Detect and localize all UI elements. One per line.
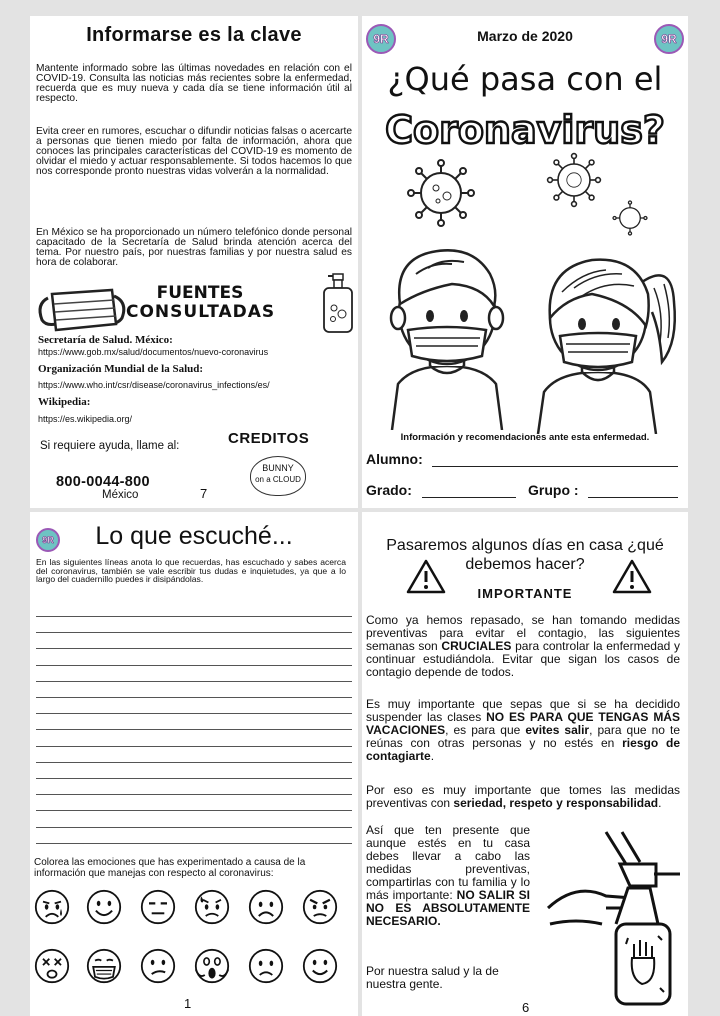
group-field[interactable] — [588, 497, 678, 498]
virus-icon — [406, 158, 476, 228]
source-oms-url[interactable]: https://www.who.int/csr/disease/coronavirus_infections/es/ — [38, 380, 270, 390]
country-label: México — [102, 489, 139, 501]
page-pasaremos-dias-en-casa — [362, 512, 688, 1016]
source-wikipedia-url[interactable]: https://es.wikipedia.org/ — [38, 414, 133, 424]
hand-using-sanitizer-illustration — [546, 828, 686, 1008]
page1-para3: En México se ha proporcionado un número telefónico donde personal capacitado de la Secretaría de Salud brinda atención acerca del tema. Por nuestro país, por nuestras familias y por nuestra salud es hora de colaborar. — [36, 227, 352, 268]
source-salud-url[interactable]: https://www.gob.mx/salud/documentos/nuevo-coronavirus — [38, 347, 269, 357]
neutral-face-icon[interactable] — [140, 889, 176, 925]
writing-line[interactable] — [36, 665, 352, 666]
page4-paragraph-4: Así que ten presente que aunque estés en tu casa debes llevar a cabo las medidas preventivas, compartirlas con tu familia y lo más importante: NO SALIR SI NO ES ABSOLUTAMENTE NECESARIO. — [366, 823, 530, 928]
cover-caption: Información y recomendaciones ante esta enfermedad. — [400, 432, 650, 443]
page-number-1: 1 — [184, 996, 192, 1011]
page-number-6: 6 — [522, 1000, 530, 1015]
bunny-on-a-cloud-logo: BUNNY on a CLOUD — [250, 456, 306, 496]
face-mask-icon — [34, 284, 130, 334]
writing-line[interactable] — [36, 746, 352, 747]
cover-title-line1: ¿Qué pasa con el — [387, 60, 663, 98]
writing-line[interactable] — [36, 794, 352, 795]
anxious-face-icon[interactable] — [194, 889, 230, 925]
page4-paragraph-3: Por eso es muy importante que tomes las medidas preventivas con seriedad, respeto y responsabilidad. — [366, 783, 680, 810]
phone-number: 800-0044-800 — [56, 474, 150, 490]
page4-paragraph-5: Por nuestra salud y la de nuestra gente. — [366, 964, 499, 991]
boy-with-mask-illustration — [372, 234, 522, 430]
page-lo-que-escuche — [30, 512, 358, 1016]
virus-icon — [612, 200, 648, 236]
writing-line[interactable] — [36, 632, 352, 633]
angry-face-icon[interactable] — [302, 889, 338, 925]
crying-face-icon[interactable] — [34, 889, 70, 925]
page1-para2: Evita creer en rumores, escuchar o difundir noticias falsas o acercarte a personas que tienen miedo por falta de información, ahora que conoces las principales características del COVID-19 es momento de olvidar el miedo y actuar responsablemente. Si todos hacemos lo que nos corresponde pronto nuestras vidas volverán a la normalidad. — [36, 126, 352, 177]
group-label: Grupo : — [528, 482, 579, 498]
page-cover — [362, 16, 688, 508]
page4-paragraph-2: Es muy importante que sepas que si se ha decidido suspender las clases NO ES PARA QUE TENGAS MÁS VACACIONES, es para que evites salir, para que no te reúnas con otras personas y no estés en riesgo de contagiarte. — [366, 697, 681, 763]
important-label: IMPORTANTE — [477, 586, 573, 601]
writing-line[interactable] — [36, 762, 352, 763]
screaming-face-icon[interactable] — [194, 948, 230, 984]
sources-heading: FUENTES CONSULTADAS — [126, 283, 276, 322]
cover-title-coronavirus: Coronavirus? — [385, 108, 665, 152]
writing-line[interactable] — [36, 681, 352, 682]
page3-title: Lo que escuché... — [95, 522, 293, 550]
credits-label: CREDITOS — [228, 430, 310, 447]
sad-face-icon[interactable] — [248, 889, 284, 925]
source-oms-name: Organización Mundial de la Salud: — [38, 363, 204, 375]
virus-icon — [546, 152, 602, 208]
smiling-face-icon[interactable] — [302, 948, 338, 984]
student-name-field[interactable] — [432, 466, 678, 467]
writing-line[interactable] — [36, 648, 352, 649]
page3-intro: En las siguientes líneas anota lo que recuerdas, has escuchado y sabes acerca del coronavirus, también se vale escribir tus dudas e inquietudes, ya que a lo largo del cuadernillo puedes ir disipándolas. — [36, 557, 346, 585]
confused-face-icon[interactable] — [140, 948, 176, 984]
girl-with-mask-illustration — [522, 242, 684, 434]
cover-date: Marzo de 2020 — [477, 28, 573, 44]
worried-face-icon[interactable] — [248, 948, 284, 984]
hand-sanitizer-icon — [320, 272, 356, 334]
dizzy-face-icon[interactable] — [34, 948, 70, 984]
source-salud-name: Secretaría de Salud. México: — [38, 334, 173, 346]
page4-paragraph-1: Como ya hemos repasado, se han tomando medidas preventivas para evitar el contagio, las siguientes semanas son CRUCIALES para controlar la enfermedad y continuar estudiándola. Evitar que sigan los casos de contagio depende de todos. — [366, 613, 680, 679]
help-text: Si requiere ayuda, llame al: — [40, 440, 180, 452]
grade-label: Grado: — [366, 482, 412, 498]
writing-line[interactable] — [36, 616, 352, 617]
page-informarse — [30, 16, 358, 508]
badge-logo-left: 9R — [366, 24, 396, 54]
writing-line[interactable] — [36, 827, 352, 828]
student-label: Alumno: — [366, 451, 423, 467]
happy-face-icon[interactable] — [86, 889, 122, 925]
badge-logo-right: 9R — [654, 24, 684, 54]
writing-line[interactable] — [36, 697, 352, 698]
page4-title: Pasaremos algunos días en casa ¿qué debemos hacer? — [386, 537, 664, 573]
grade-field[interactable] — [422, 497, 516, 498]
writing-line[interactable] — [36, 810, 352, 811]
masked-face-icon[interactable] — [86, 948, 122, 984]
writing-line[interactable] — [36, 778, 352, 779]
page1-title: Informarse es la clave — [86, 24, 302, 46]
page1-para1: Mantente informado sobre las últimas novedades en relación con el COVID-19. Consulta las noticias más recientes sobre la enfermedad, recuerda que es muy nueva y cada día se tiene información útil al respecto. — [36, 63, 352, 104]
writing-line[interactable] — [36, 729, 352, 730]
page-number-7: 7 — [200, 486, 208, 501]
writing-line[interactable] — [36, 843, 352, 844]
badge-logo: 9R — [36, 528, 60, 552]
emotions-instructions: Colorea las emociones que has experimentado a causa de la información que manejas con respecto al coronavirus: — [34, 857, 306, 879]
source-wikipedia-name: Wikipedia: — [38, 396, 91, 408]
writing-line[interactable] — [36, 713, 352, 714]
